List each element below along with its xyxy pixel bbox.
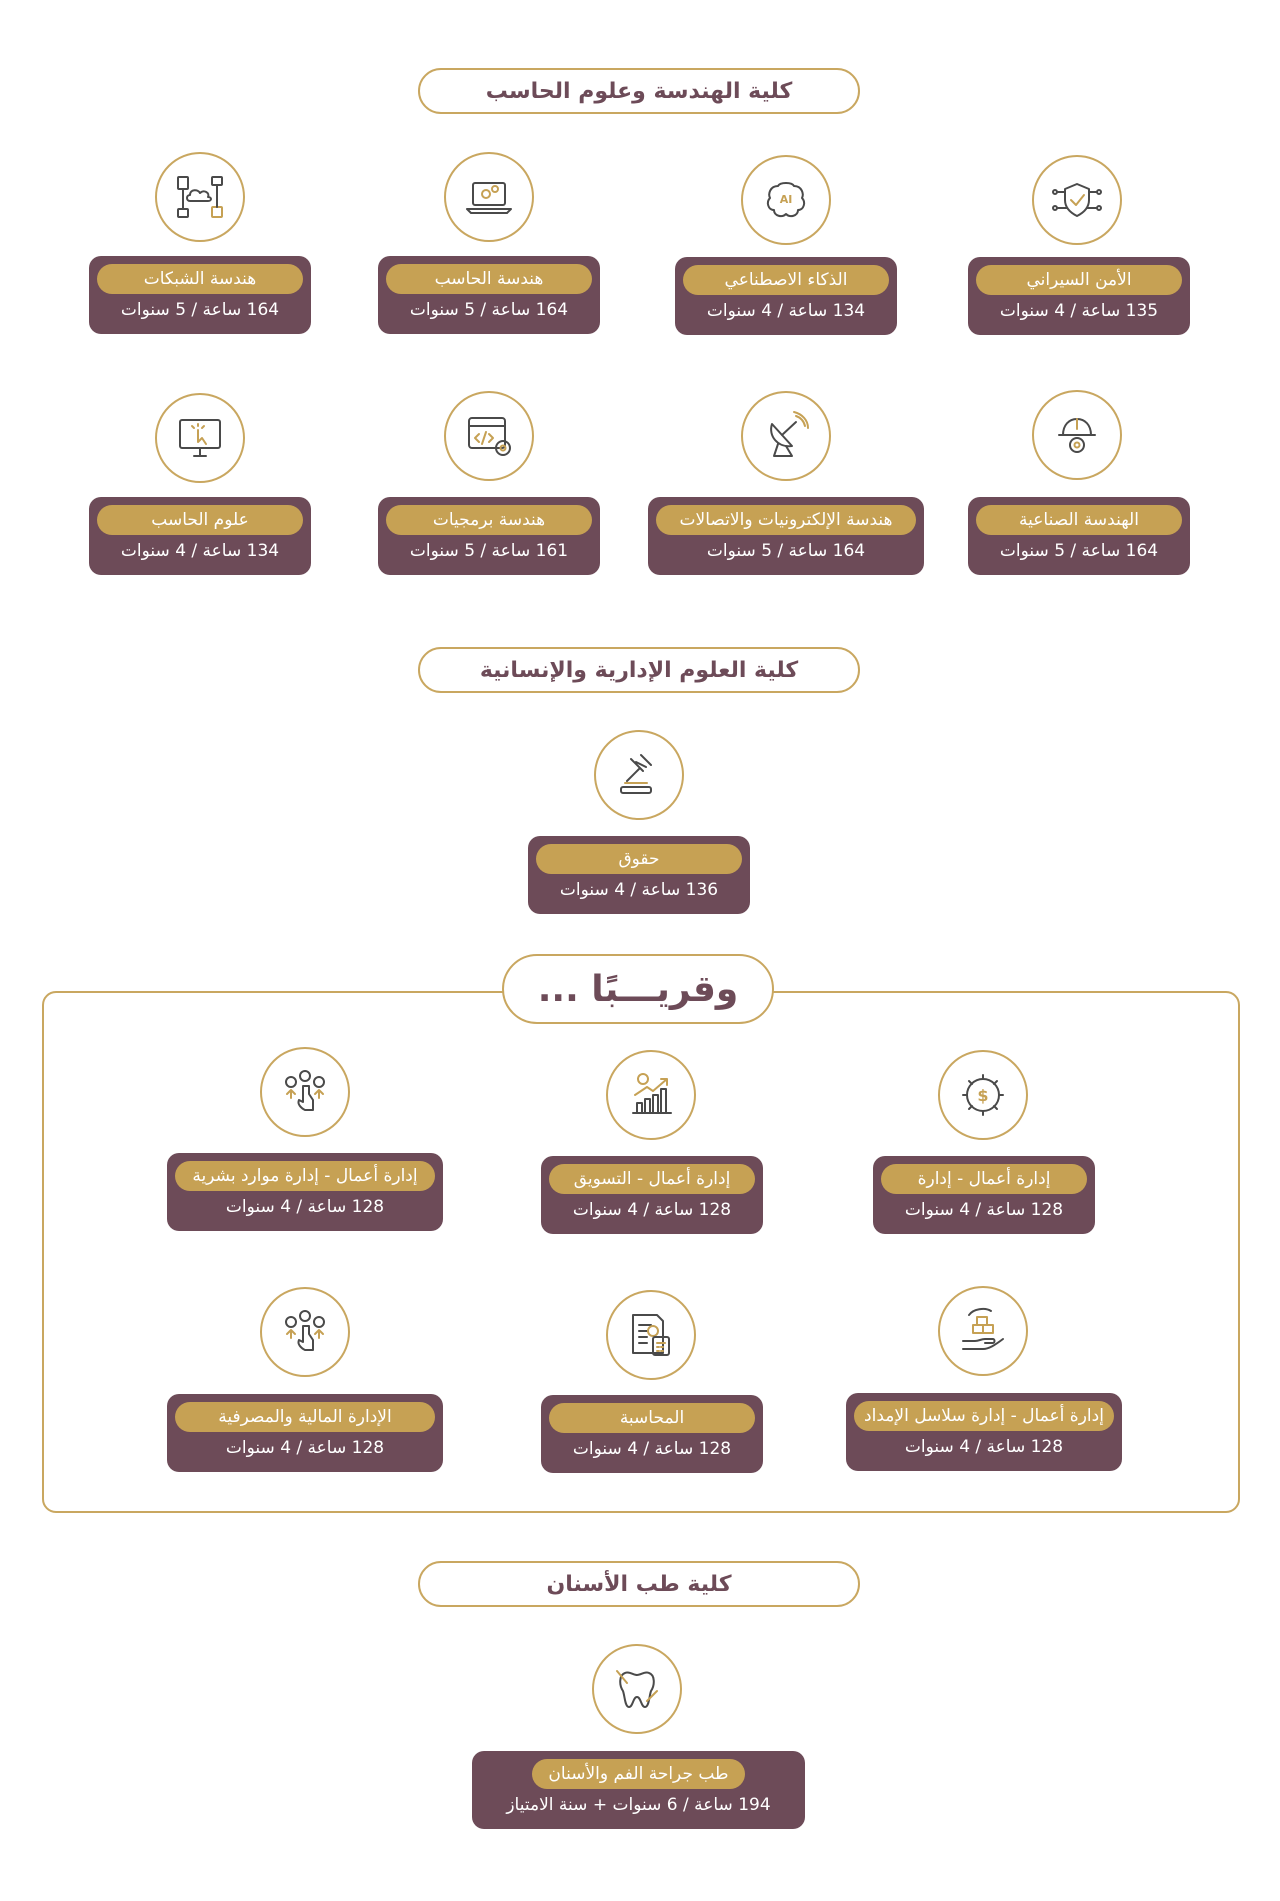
program-name: هندسة الشبكات: [97, 264, 303, 294]
svg-text:AI: AI: [779, 193, 793, 206]
humanities-section-title: كلية العلوم الإدارية والإنسانية: [418, 647, 860, 693]
program-name: طب جراحة الفم والأسنان: [532, 1759, 745, 1789]
program-name: الهندسة الصناعية: [976, 505, 1182, 535]
program-name: إدارة أعمال - إدارة موارد بشرية: [175, 1161, 435, 1191]
program-card-finance-banking[interactable]: [167, 1394, 443, 1472]
program-card-marketing[interactable]: [541, 1156, 763, 1234]
program-card-computer-science[interactable]: [89, 497, 311, 575]
program-card-accounting[interactable]: [541, 1395, 763, 1473]
program-name: إدارة أعمال - إدارة سلاسل الإمداد: [854, 1401, 1114, 1431]
program-meta: 164 ساعة / 5 سنوات: [706, 541, 866, 561]
program-name: إدارة أعمال - إدارة: [881, 1164, 1087, 1194]
program-card-law[interactable]: [528, 836, 750, 914]
program-card-dentistry[interactable]: [472, 1751, 805, 1829]
program-name: هندسة الحاسب: [386, 264, 592, 294]
coming-soon-title: وقريـــبًا ...: [502, 954, 774, 1024]
program-meta: 136 ساعة / 4 سنوات: [559, 880, 719, 900]
helmet-gear-icon: [1032, 390, 1122, 480]
people-hand-icon: [260, 1287, 350, 1377]
ai-brain-icon: [741, 155, 831, 245]
program-card-hr-management[interactable]: [167, 1153, 443, 1231]
dentistry-section-title: كلية طب الأسنان: [418, 1561, 860, 1607]
program-card-cybersecurity[interactable]: [968, 257, 1190, 335]
program-name: الأمن السيراني: [976, 265, 1182, 295]
program-name: المحاسبة: [549, 1403, 755, 1433]
program-name: الذكاء الاصطناعي: [683, 265, 889, 295]
program-meta: 164 ساعة / 5 سنوات: [999, 541, 1159, 561]
program-meta: 164 ساعة / 5 سنوات: [409, 300, 569, 320]
program-card-computer-engineering[interactable]: [378, 256, 600, 334]
dollar-gear-icon: [938, 1050, 1028, 1140]
program-name: هندسة برمجيات: [386, 505, 592, 535]
program-meta: 128 ساعة / 4 سنوات: [225, 1197, 385, 1217]
people-hand-icon: [260, 1047, 350, 1137]
laptop-gears-icon: [444, 152, 534, 242]
shield-network-icon: [1032, 155, 1122, 245]
program-meta: 128 ساعة / 4 سنوات: [904, 1200, 1064, 1220]
program-card-ai[interactable]: [675, 257, 897, 335]
program-name: إدارة أعمال - التسويق: [549, 1164, 755, 1194]
program-meta: 134 ساعة / 4 سنوات: [706, 301, 866, 321]
network-cloud-icon: [155, 152, 245, 242]
program-meta: 128 ساعة / 4 سنوات: [572, 1439, 732, 1459]
program-name: الإدارة المالية والمصرفية: [175, 1402, 435, 1432]
engineering-section-title: كلية الهندسة وعلوم الحاسب: [418, 68, 860, 114]
supply-hand-icon: [938, 1286, 1028, 1376]
program-meta: 164 ساعة / 5 سنوات: [120, 300, 280, 320]
program-card-software-engineering[interactable]: [378, 497, 600, 575]
monitor-cursor-icon: [155, 393, 245, 483]
program-meta: 194 ساعة / 6 سنوات + سنة الامتياز: [506, 1795, 771, 1815]
program-card-supply-chain[interactable]: [846, 1393, 1122, 1471]
program-meta: 128 ساعة / 4 سنوات: [904, 1437, 1064, 1457]
program-name: حقوق: [536, 844, 742, 874]
program-name: علوم الحاسب: [97, 505, 303, 535]
program-card-industrial-engineering[interactable]: [968, 497, 1190, 575]
code-window-icon: [444, 391, 534, 481]
program-card-electronics-communications[interactable]: [648, 497, 924, 575]
svg-text:$: $: [977, 1086, 989, 1105]
program-card-business-management[interactable]: [873, 1156, 1095, 1234]
satellite-dish-icon: [741, 391, 831, 481]
program-meta: 128 ساعة / 4 سنوات: [572, 1200, 732, 1220]
program-name: هندسة الإلكترونيات والاتصالات: [656, 505, 916, 535]
program-card-network-engineering[interactable]: [89, 256, 311, 334]
program-meta: 135 ساعة / 4 سنوات: [999, 301, 1159, 321]
program-meta: 161 ساعة / 5 سنوات: [409, 541, 569, 561]
growth-chart-icon: [606, 1050, 696, 1140]
calculator-document-icon: [606, 1290, 696, 1380]
gavel-icon: [594, 730, 684, 820]
program-meta: 128 ساعة / 4 سنوات: [225, 1438, 385, 1458]
tooth-icon: [592, 1644, 682, 1734]
program-meta: 134 ساعة / 4 سنوات: [120, 541, 280, 561]
